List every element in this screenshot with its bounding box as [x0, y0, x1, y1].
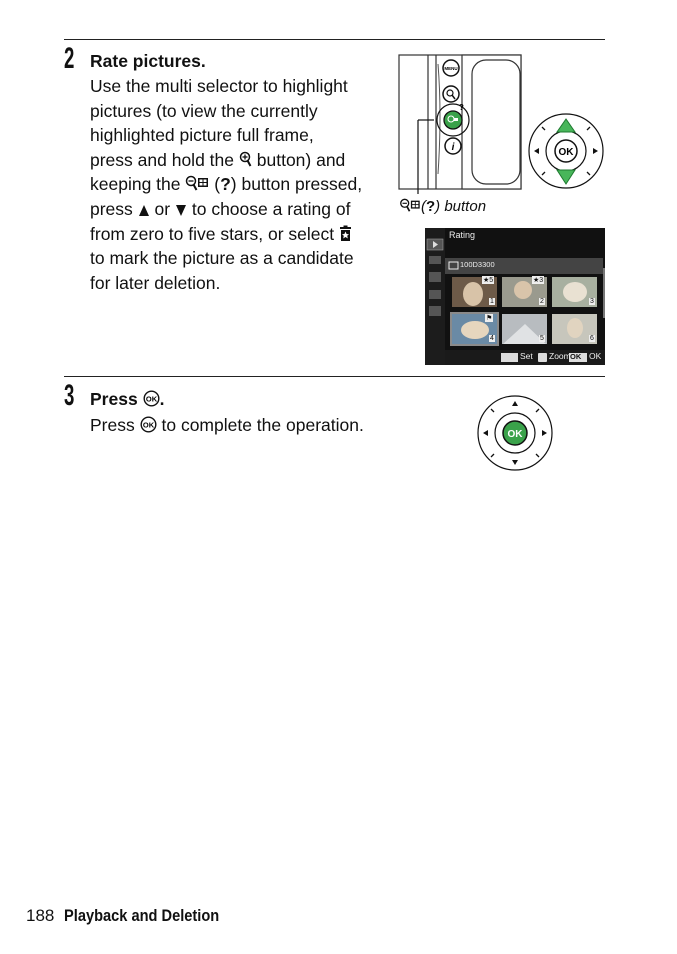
line-5-c: ) button pressed, — [230, 174, 363, 195]
step-2-body — [90, 74, 390, 295]
help-glyph: ? — [220, 174, 231, 195]
step-3-number: 3 — [64, 379, 75, 412]
rating-value-1: 5 — [489, 277, 494, 284]
rating-badge-3: ★3 — [533, 277, 544, 284]
svg-text:OK: OK — [142, 420, 154, 430]
zoom-in-icon — [239, 151, 252, 168]
camera-back-illustration — [398, 54, 608, 194]
thumb-num-5: 5 — [540, 335, 544, 342]
thumb-num-4: 4 — [490, 335, 494, 342]
footer-ok-badge: OK — [570, 352, 582, 361]
footer-zoom: Zoom — [549, 351, 571, 361]
line-5 — [90, 172, 390, 197]
line-6-c: to choose a rating of — [191, 198, 351, 219]
down-triangle-icon — [175, 203, 187, 217]
multi-selector-top — [529, 114, 603, 188]
line-4 — [90, 148, 390, 173]
rating-badge-1: ★5 — [483, 277, 494, 284]
line-1: Use the multi selector to highlight — [90, 76, 348, 96]
button-caption — [399, 198, 486, 215]
screen-title: Rating — [449, 230, 476, 240]
delete-mark-badge: ⚑ — [486, 315, 493, 322]
rating-screen-graphics — [425, 228, 605, 365]
line-6-b: or — [154, 198, 171, 219]
step-3-body — [90, 413, 364, 438]
caption-help: ? — [426, 198, 436, 215]
help-mark: ? — [459, 103, 464, 112]
up-triangle-icon — [138, 203, 150, 217]
step-3-title — [90, 389, 164, 410]
svg-text:OK: OK — [558, 147, 574, 158]
line-4-b: button) and — [256, 149, 346, 170]
screen-folder: 100D3300 — [460, 260, 495, 269]
step-3-title-text: Press — [90, 389, 138, 409]
thumb-num-1: 1 — [490, 298, 494, 305]
thumb-num-6: 6 — [590, 335, 594, 342]
info-button — [445, 138, 461, 154]
zoom-out-thumbnail-icon — [185, 175, 209, 192]
line-7 — [90, 222, 390, 247]
thumb-num-2: 2 — [540, 298, 544, 305]
line-2: pictures (to view the currently — [90, 100, 318, 121]
svg-text:OK: OK — [507, 429, 523, 440]
svg-text:i: i — [451, 142, 455, 153]
thumb-num-3: 3 — [590, 298, 594, 305]
menu-button — [443, 60, 459, 76]
delete-mark-icon — [339, 225, 352, 242]
rating-value-3: 3 — [539, 277, 544, 284]
page-number: 188 — [26, 906, 55, 925]
line-8: to mark the picture as a candidate — [90, 248, 354, 269]
line-7-a: from zero to five stars, or select — [90, 223, 335, 244]
step-2-title: Rate pictures. — [90, 51, 206, 71]
zoom-out-thumbnail-icon — [399, 198, 421, 213]
svg-text:MENU: MENU — [444, 66, 458, 71]
step-3-body-end: to complete the operation. — [161, 415, 364, 435]
step-3-body-start: Press — [90, 415, 135, 435]
caption-close: ) button — [435, 198, 487, 215]
caption-open: ( — [421, 198, 426, 215]
multi-selector-ok — [475, 393, 555, 473]
ok-icon — [140, 416, 157, 433]
zoom-out-button-green — [444, 111, 462, 129]
step-2-top-rule — [64, 39, 605, 40]
line-3: highlighted picture full frame, — [90, 125, 314, 146]
svg-text:OK: OK — [145, 394, 157, 404]
line-5-a: keeping the — [90, 174, 181, 195]
line-6-a: press — [90, 198, 133, 219]
zoom-in-button — [443, 86, 459, 102]
footer-ok: OK — [589, 351, 602, 361]
line-6 — [90, 197, 390, 222]
line-9: for later deletion. — [90, 272, 221, 293]
step-3-top-rule — [64, 376, 605, 377]
ok-icon — [143, 390, 160, 407]
section-title: Playback and Deletion — [64, 906, 220, 925]
line-4-a: press and hold the — [90, 149, 234, 170]
footer-set: Set — [520, 351, 533, 361]
step-3-title-end: . — [159, 389, 165, 409]
line-5-b: ( — [214, 174, 221, 195]
step-2-number: 2 — [64, 42, 75, 75]
rating-screen — [425, 228, 605, 365]
